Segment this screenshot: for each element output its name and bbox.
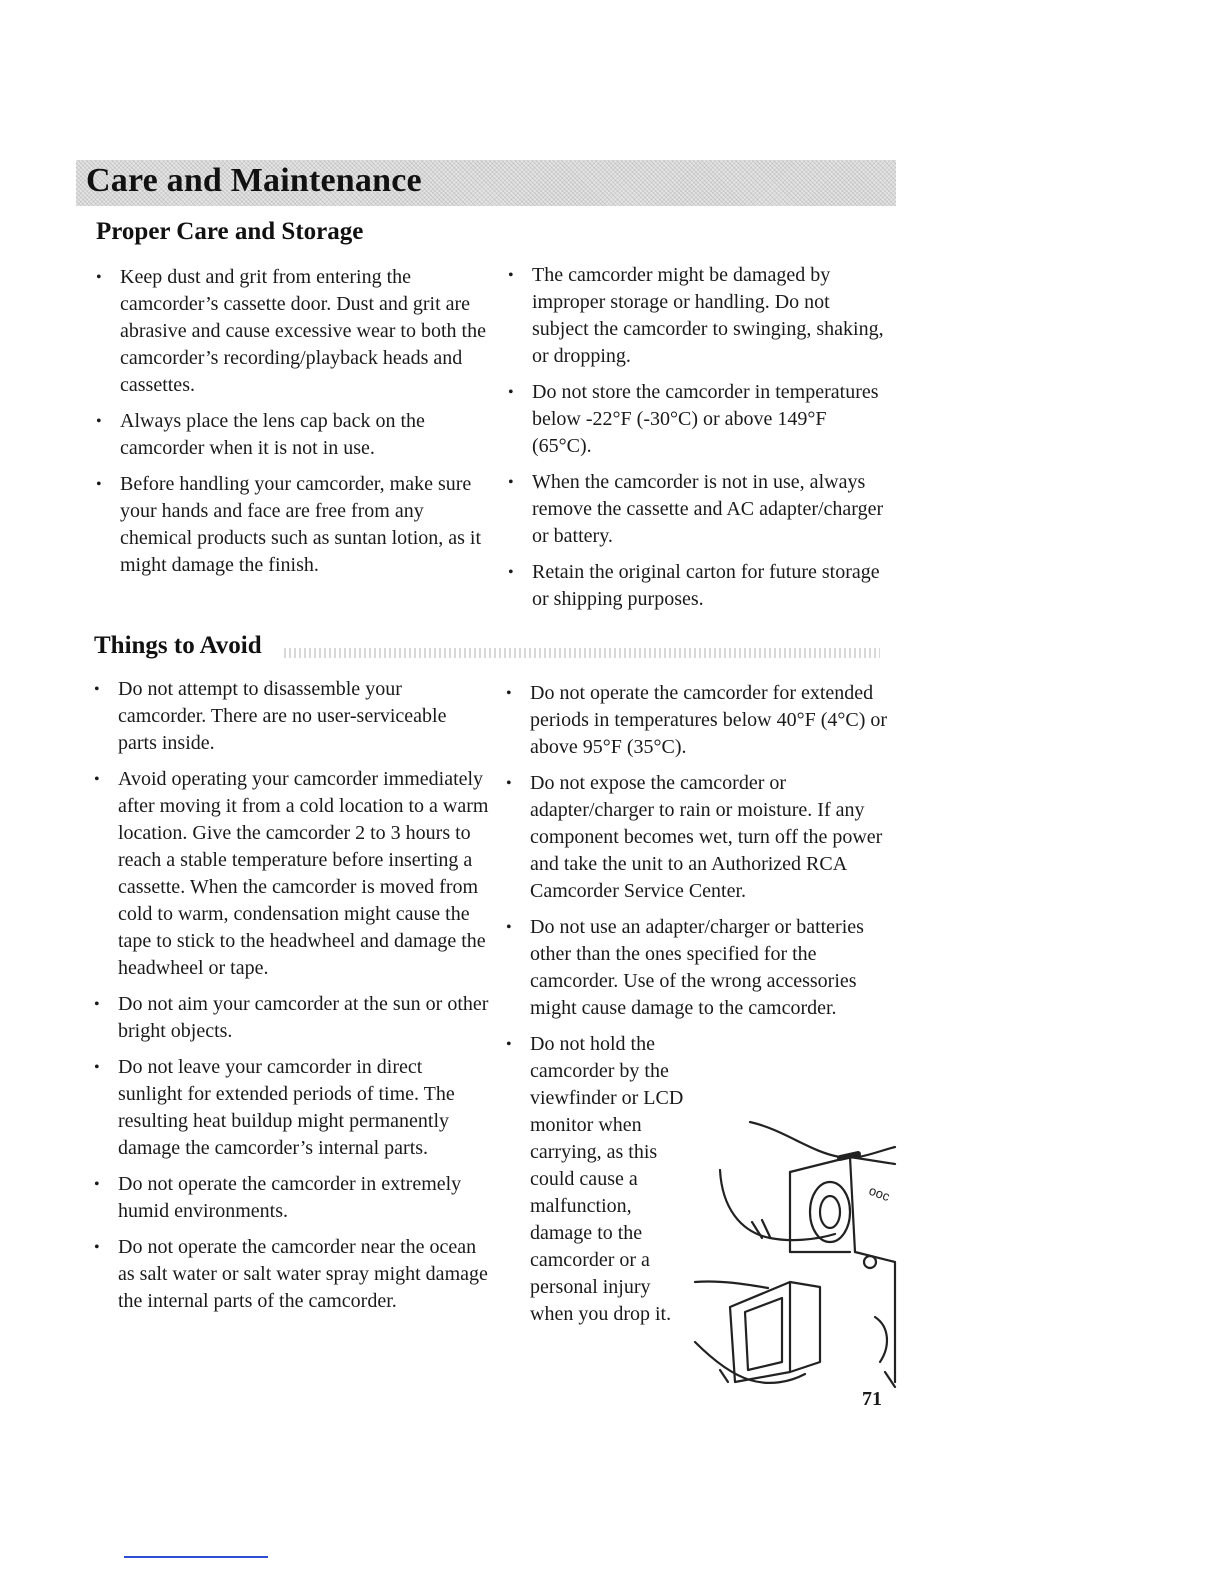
list-item: • Before handling your camcorder, make sure your hands and face are free from any chemical products such as suntan lotion, as it might damage the finish. xyxy=(96,471,488,579)
list-item: • Avoid operating your camcorder immediately after moving it from a cold location to a warm location. Give the camcorder 2 to 3 hours to reach a stable temperature before inserting a cassette. When the camcorder is moved from cold to warm, condensation might cause the tape to stick to the headwheel and damage the headwheel or tape. xyxy=(94,766,490,982)
section-divider xyxy=(284,648,880,658)
list-item: • Do not attempt to disassemble your camcorder. There are no user-serviceable parts inside. xyxy=(94,676,490,757)
list-item: • Do not hold the camcorder by the viewfinder or LCD monitor when carrying, as this could cause a malfunction, damage to the camcorder or a personal injury when you drop it. xyxy=(506,1031,696,1328)
proper-care-heading: Proper Care and Storage xyxy=(96,218,364,245)
list-item: • Do not operate the camcorder near the ocean as salt water or salt water spray might damage the internal parts of the camcorder. xyxy=(94,1234,490,1315)
section-banner xyxy=(76,160,896,206)
proper-care-right-list xyxy=(508,262,888,622)
page-number: 71 xyxy=(862,1388,882,1410)
page-title: Care and Maintenance xyxy=(86,162,422,199)
list-item: • Retain the original carton for future storage or shipping purposes. xyxy=(508,559,888,613)
proper-care-left-list xyxy=(96,264,488,588)
list-item: • Do not aim your camcorder at the sun or other bright objects. xyxy=(94,991,490,1045)
list-item: • Keep dust and grit from entering the camcorder’s cassette door. Dust and grit are abrasive and cause excessive wear to both the camcorder’s recording/playback heads and cassettes. xyxy=(96,264,488,399)
things-to-avoid-heading: Things to Avoid xyxy=(94,632,262,659)
list-item: • Do not leave your camcorder in direct sunlight for extended periods of time. The resulting heat buildup might permanently damage the camcorder’s internal parts. xyxy=(94,1054,490,1162)
list-item: • Do not operate the camcorder in extremely humid environments. xyxy=(94,1171,490,1225)
footer-line xyxy=(124,1556,268,1558)
list-item: • Do not expose the camcorder or adapter/charger to rain or moisture. If any component becomes wet, turn off the power and take the unit to an Authorized RCA Camcorder Service Center. xyxy=(506,770,890,905)
list-item: • Do not store the camcorder in temperatures below -22°F (-30°C) or above 149°F (65°C). xyxy=(508,379,888,460)
list-item: • The camcorder might be damaged by improper storage or handling. Do not subject the camcorder to swinging, shaking, or dropping. xyxy=(508,262,888,370)
svg-text:ooc: ooc xyxy=(866,1182,892,1204)
avoid-left-list xyxy=(94,676,490,1324)
list-item: • Do not operate the camcorder for extended periods in temperatures below 40°F (4°C) or above 95°F (35°C). xyxy=(506,680,890,761)
list-item: • When the camcorder is not in use, always remove the cassette and AC adapter/charger or battery. xyxy=(508,469,888,550)
list-item: • Always place the lens cap back on the camcorder when it is not in use. xyxy=(96,408,488,462)
list-item: • Do not use an adapter/charger or batteries other than the ones specified for the camcorder. Use of the wrong accessories might cause damage to the camcorder. xyxy=(506,914,890,1022)
camcorder-hands-icon xyxy=(690,1112,898,1392)
